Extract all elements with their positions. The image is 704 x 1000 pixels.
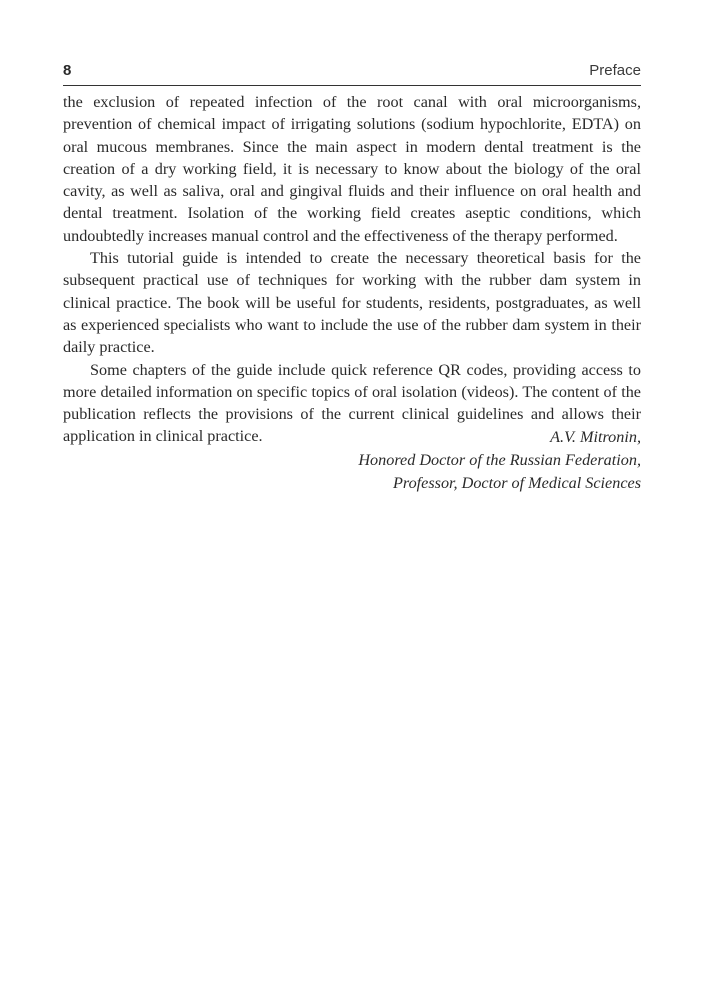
author-name: A.V. Mitronin,: [550, 428, 641, 446]
page-number: 8: [63, 62, 72, 79]
paragraph-tutorial-guide: This tutorial guide is intended to create the necessary theoretical basis for the subsequent practical use of techniques for working with the rubber dam system in clinical practice. The book will be useful for students, residents, postgraduates, as well as experienced specialists who want to include the use of the rubber dam system in their daily practice.: [63, 249, 641, 357]
author-title-1: Honored Doctor of the Russian Federation,: [358, 451, 641, 469]
author-signature: [63, 426, 641, 495]
running-title: Preface: [589, 62, 641, 79]
author-title-2: Professor, Doctor of Medical Sciences: [392, 474, 641, 492]
paragraph-continued: the exclusion of repeated infection of the root canal with oral microorganisms, prevention of chemical impact of irrigating solutions (sodium hypochlorite, EDTA) on oral mucous membranes. Since the main aspect in modern dental treatment is the creation of a dry working field, it is necessary to know about the biology of the oral cavity, as well as saliva, oral and gingival fluids and their influence on oral health and dental treatment. Isolation of the working field creates aseptic conditions, which undoubtedly increases manual control and the effectiveness of the therapy performed.: [63, 93, 641, 245]
page-header: [63, 60, 641, 84]
paragraph-qr-codes: Some chapters of the guide include quick reference QR codes, providing access to more detailed information on specific topics of oral isolation (videos). The content of the publication reflects the provisions of the current clinical guidelines and allows their application in clinical practice.: [63, 360, 641, 446]
header-divider: [63, 85, 641, 86]
body-text: [63, 91, 641, 448]
